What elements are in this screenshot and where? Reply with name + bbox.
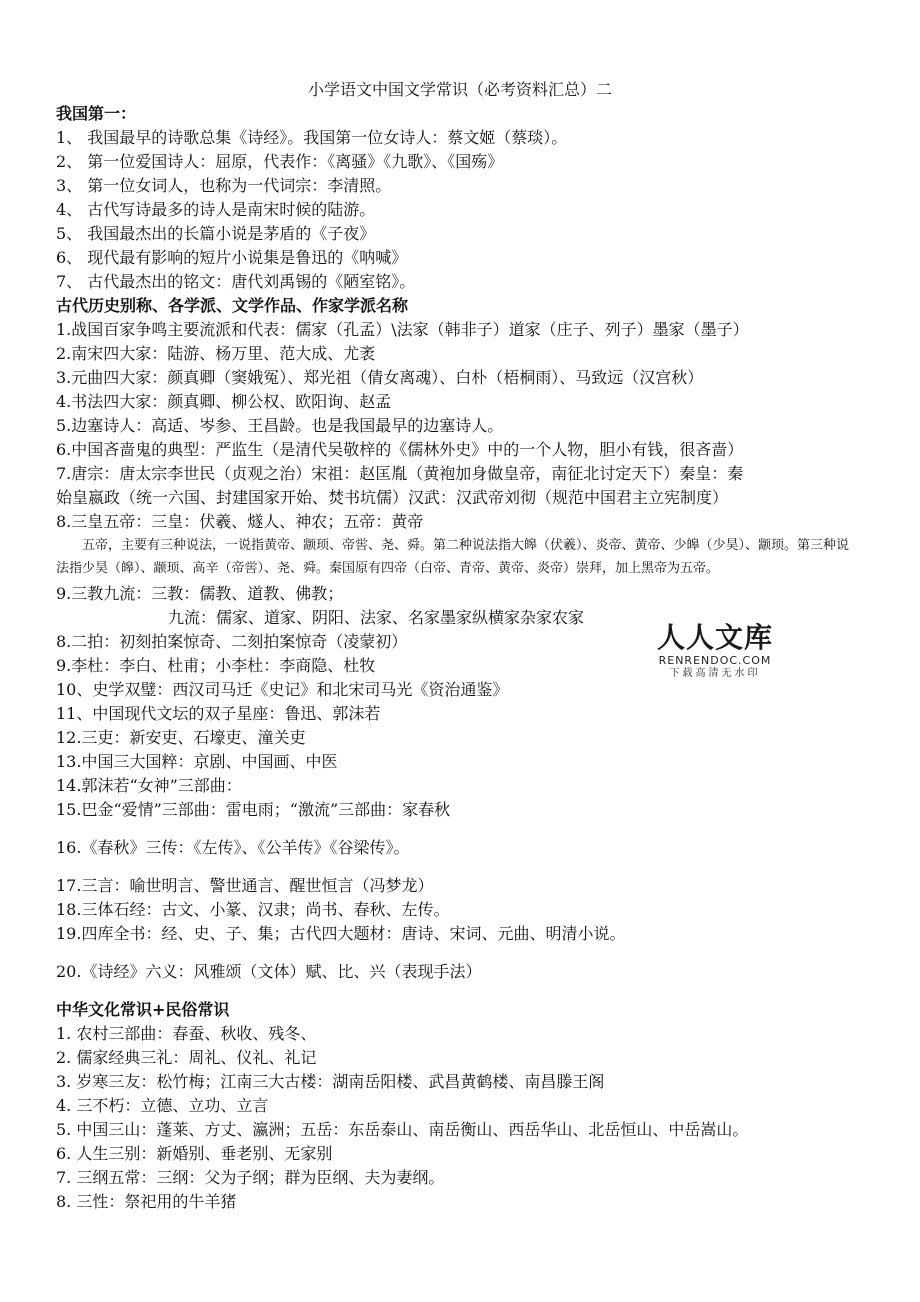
- list-item: 5. 中国三山：蓬莱、方丈、瀛洲；五岳：东岳泰山、南岳衡山、西岳华山、北岳恒山、中岳嵩山。: [56, 1120, 749, 1139]
- list-item: 12.三吏：新安吏、石壕吏、潼关吏: [56, 728, 306, 747]
- list-item: 18.三体石经：古文、小篆、汉隶；尚书、春秋、左传。: [56, 900, 450, 919]
- list-item: 13.中国三大国粹：京剧、中国画、中医: [56, 752, 338, 771]
- list-item: 7、 古代最杰出的铭文：唐代刘禹锡的《陋室铭》。: [56, 272, 416, 291]
- list-item: 九流：儒家、道家、阴阳、法家、名家墨家纵横家杂家农家: [168, 608, 585, 627]
- list-item: 3. 岁寒三友：松竹梅；江南三大古楼：湖南岳阳楼、武昌黄鹤楼、南昌滕王阁: [56, 1072, 605, 1091]
- list-item: 7.唐宗：唐太宗李世民（贞观之治）宋祖：赵匡胤（黄袍加身做皇帝，南征北讨定天下）秦皇：秦: [56, 464, 744, 483]
- list-item: 6、 现代最有影响的短片小说集是鲁迅的《呐喊》: [56, 248, 408, 267]
- watermark-url: RENRENDOC.COM: [658, 654, 772, 667]
- list-item: 7. 三纲五常：三纲：父为子纲；群为臣纲、夫为妻纲。: [56, 1168, 445, 1187]
- list-item: 3、 第一位女词人，也称为一代词宗：李清照。: [56, 176, 392, 195]
- list-item: 10、史学双璧：西汉司马迁《史记》和北宋司马光《资治通鉴》: [56, 680, 509, 699]
- list-item: 4、 古代写诗最多的诗人是南宋时候的陆游。: [56, 200, 376, 219]
- list-item: 5、 我国最杰出的长篇小说是茅盾的《子夜》: [56, 224, 376, 243]
- list-item: 2、 第一位爱国诗人：屈原，代表作：《离骚》《九歌》、《国殇》: [56, 152, 504, 171]
- list-item: 6.中国吝啬鬼的典型：严监生（是清代吴敬梓的《儒林外史》中的一个人物，胆小有钱，很吝啬）: [56, 440, 744, 459]
- list-item: 8.三皇五帝：三皇：伏羲、燧人、神农；五帝：黄帝: [56, 512, 424, 531]
- list-item: 2.南宋四大家：陆游、杨万里、范大成、尤袤: [56, 344, 376, 363]
- list-item: 4. 三不朽：立德、立功、立言: [56, 1096, 269, 1115]
- list-item: 3.元曲四大家：颜真卿（窦娥冤）、郑光祖（倩女离魂）、白朴（梧桐雨）、马致远（汉宫秋）: [56, 368, 704, 387]
- section-firsts: [56, 102, 912, 1214]
- list-item: 5.边塞诗人：高适、岑参、王昌龄。也是我国最早的边塞诗人。: [56, 416, 504, 435]
- list-item: 9.李杜：李白、杜甫；小李杜：李商隐、杜牧: [56, 656, 376, 675]
- list-item: 8.二拍：初刻拍案惊奇、二刻拍案惊奇（凌蒙初）: [56, 632, 408, 651]
- list-item: 11、中国现代文坛的双子星座：鲁迅、郭沫若: [56, 704, 381, 723]
- section-heading: 古代历史别称、各学派、文学作品、作家学派名称: [56, 296, 409, 315]
- list-item: 8. 三性：祭祀用的牛羊猪: [56, 1192, 237, 1211]
- list-item: 6. 人生三别：新婚别、垂老别、无家别: [56, 1144, 333, 1163]
- list-item: 9.三教九流：三教：儒教、道教、佛教；: [56, 584, 344, 603]
- list-item: 1.战国百家争鸣主要流派和代表：儒家（孔孟）\法家（韩非子）道家（庄子、列子）墨家（墨子）: [56, 320, 749, 339]
- list-item: 20.《诗经》六义：风雅颂（文体）赋、比、兴（表现手法）: [56, 962, 482, 981]
- list-item: 14.郭沫若“女神”三部曲：: [56, 776, 242, 795]
- list-item: 2. 儒家经典三礼：周礼、仪礼、礼记: [56, 1048, 317, 1067]
- watermark-logo: [650, 622, 780, 680]
- five-emperors-note: 五帝，主要有三种说法，一说指黄帝、颛顼、帝喾、尧、舜。第二种说法指大皞（伏羲）、炎帝、黄帝、少皞（少昊）、颛顼。第三种说法指少昊（皞）、颛顼、高辛（帝喾）、尧、舜。秦国原有四帝（白帝、青帝、黄帝、炎帝）崇拜，加上黑帝为五帝。: [56, 538, 850, 576]
- list-item: 1. 农村三部曲：春蚕、秋收、残冬、: [56, 1024, 317, 1043]
- watermark-tagline: 下载高清无水印: [669, 668, 761, 679]
- watermark-brand: 人人文库: [656, 621, 773, 654]
- section-heading: 我国第一：: [56, 104, 137, 123]
- list-item: 15.巴金“爱情”三部曲：雷电雨；“激流”三部曲：家春秋: [56, 800, 451, 819]
- section-heading: 中华文化常识+民俗常识: [56, 1000, 230, 1019]
- list-item: 19.四库全书：经、史、子、集；古代四大题材：唐诗、宋词、元曲、明清小说。: [56, 924, 626, 943]
- list-item: 1、 我国最早的诗歌总集《诗经》。我国第一位女诗人：蔡文姬（蔡琰）。: [56, 128, 568, 147]
- list-item: 始皇嬴政（统一六国、封建国家开始、焚书坑儒）汉武：汉武帝刘彻（规范中国君主立宪制度）: [56, 488, 729, 507]
- document-title: 小学语文中国文学常识（必考资料汇总）二: [307, 80, 612, 99]
- list-item: 16.《春秋》三传：《左传》、《公羊传》《谷梁传》。: [56, 838, 410, 857]
- list-item: 4.书法四大家：颜真卿、柳公权、欧阳询、赵孟: [56, 392, 392, 411]
- list-item: 17.三言：喻世明言、警世通言、醒世恒言（冯梦龙）: [56, 876, 434, 895]
